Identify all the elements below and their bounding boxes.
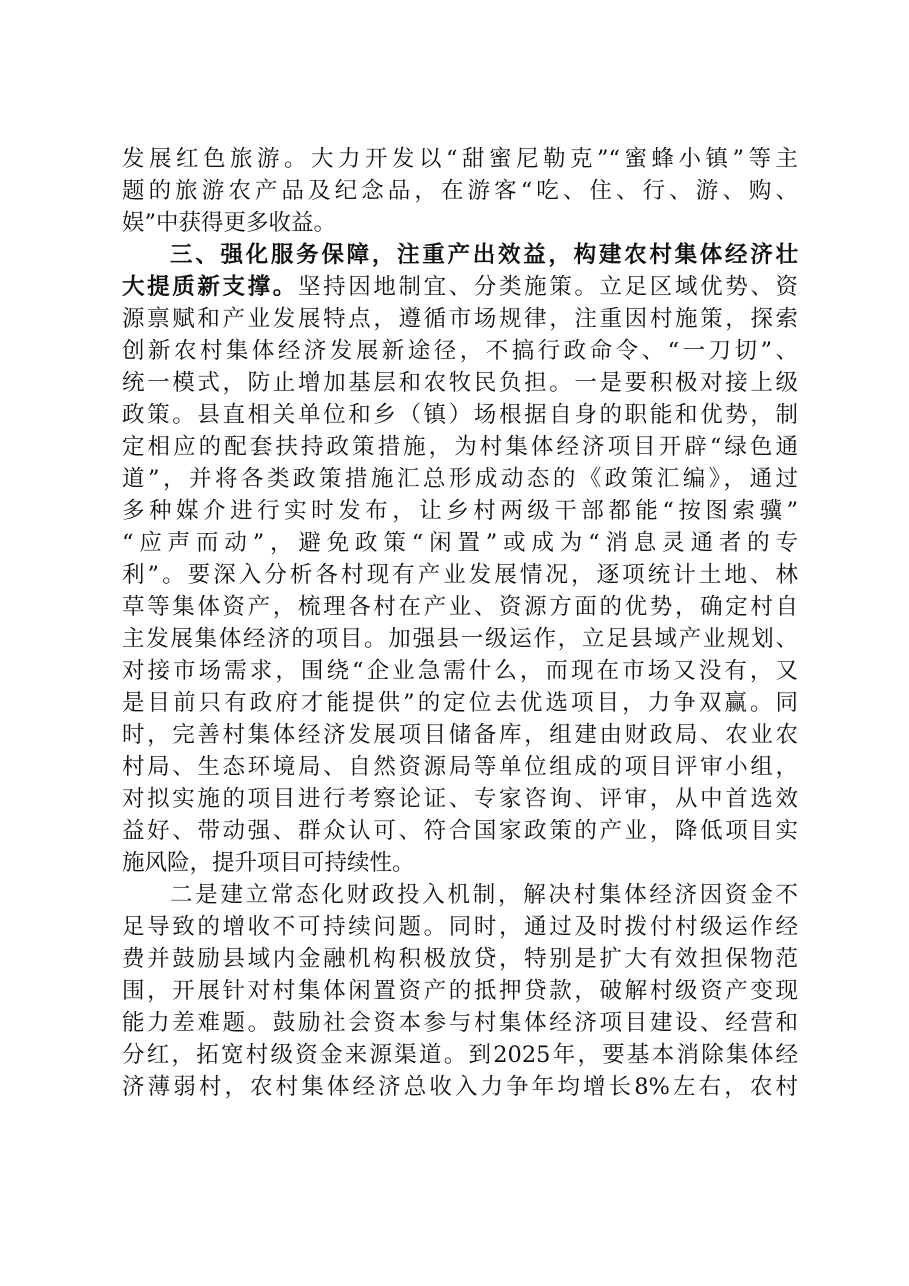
paragraph-text: 坚持因地制宜、分类施策。立足区域优势、资 [297,274,798,300]
paragraph-line: 题的旅游农产品及纪念品，在游客“吃、住、行、游、购、 [122,178,798,204]
paragraph-line: “应声而动”，避免政策“闲置”或成为“消息灵通者的专 [122,530,798,556]
paragraph-line: 利”。要深入分析各村现有产业发展情况，逐项统计土地、林 [122,562,798,588]
paragraph-line: 主发展集体经济的项目。加强县一级运作，立足县域产业规划、 [122,626,798,652]
paragraph-line: 能力差难题。鼓励社会资本参与村集体经济项目建设、经营和 [122,1010,798,1036]
paragraph-line: 费并鼓励县域内金融机构积极放贷，特别是扩大有效担保物范 [122,946,798,972]
section-heading-end: 大提质新支撑。 [122,274,298,300]
paragraph-line: 创新农村集体经济发展新途径，不搞行政命令、“一刀切”、 [122,338,798,364]
paragraph-line: 政策。县直相关单位和乡（镇）场根据自身的职能和优势，制 [122,402,798,428]
paragraph-line: 源禀赋和产业发展特点，遵循市场规律，注重因村施策，探索 [122,306,798,332]
document-body [122,143,822,1103]
paragraph-line: 对接市场需求，围绕“企业急需什么，而现在市场又没有，又 [122,658,798,684]
paragraph-line: 娱”中获得更多收益。 [122,210,337,236]
paragraph-line: 时，完善村集体经济发展项目储备库，组建由财政局、农业农 [122,722,798,748]
paragraph-line: 分红，拓宽村级资金来源渠道。到2025年，要基本消除集体经 [122,1042,798,1068]
paragraph-line: 济薄弱村，农村集体经济总收入力争年均增长8%左右，农村 [122,1074,798,1100]
paragraph-line: 对拟实施的项目进行考察论证、专家咨询、评审，从中首选效 [122,786,798,812]
paragraph-line: 多种媒介进行实时发布，让乡村两级干部都能“按图索骥” [122,498,798,524]
paragraph-line: 益好、带动强、群众认可、符合国家政策的产业，降低项目实 [122,818,798,844]
paragraph-line: 是目前只有政府才能提供”的定位去优选项目，力争双赢。同 [122,690,798,716]
section-heading: 三、强化服务保障，注重产出效益，构建农村集体经济壮 [170,242,798,268]
paragraph-line: 草等集体资产，梳理各村在产业、资源方面的优势，确定村自 [122,594,798,620]
paragraph-line: 村局、生态环境局、自然资源局等单位组成的项目评审小组， [122,754,798,780]
paragraph-line: 围，开展针对村集体闲置资产的抵押贷款，破解村级资产变现 [122,978,798,1004]
paragraph-line: 道”，并将各类政策措施汇总形成动态的《政策汇编》，通过 [122,466,798,492]
paragraph-line [122,271,798,303]
paragraph-line: 施风险，提升项目可持续性。 [122,850,415,876]
paragraph-line: 发展红色旅游。大力开发以“甜蜜尼勒克”“蜜蜂小镇”等主 [122,146,798,172]
paragraph-line: 二是建立常态化财政投入机制，解决村集体经济因资金不 [170,882,798,908]
paragraph-line: 定相应的配套扶持政策措施，为村集体经济项目开辟“绿色通 [122,434,798,460]
paragraph-line: 统一模式，防止增加基层和农牧民负担。一是要积极对接上级 [122,370,798,396]
paragraph-line: 足导致的增收不可持续问题。同时，通过及时拨付村级运作经 [122,914,798,940]
